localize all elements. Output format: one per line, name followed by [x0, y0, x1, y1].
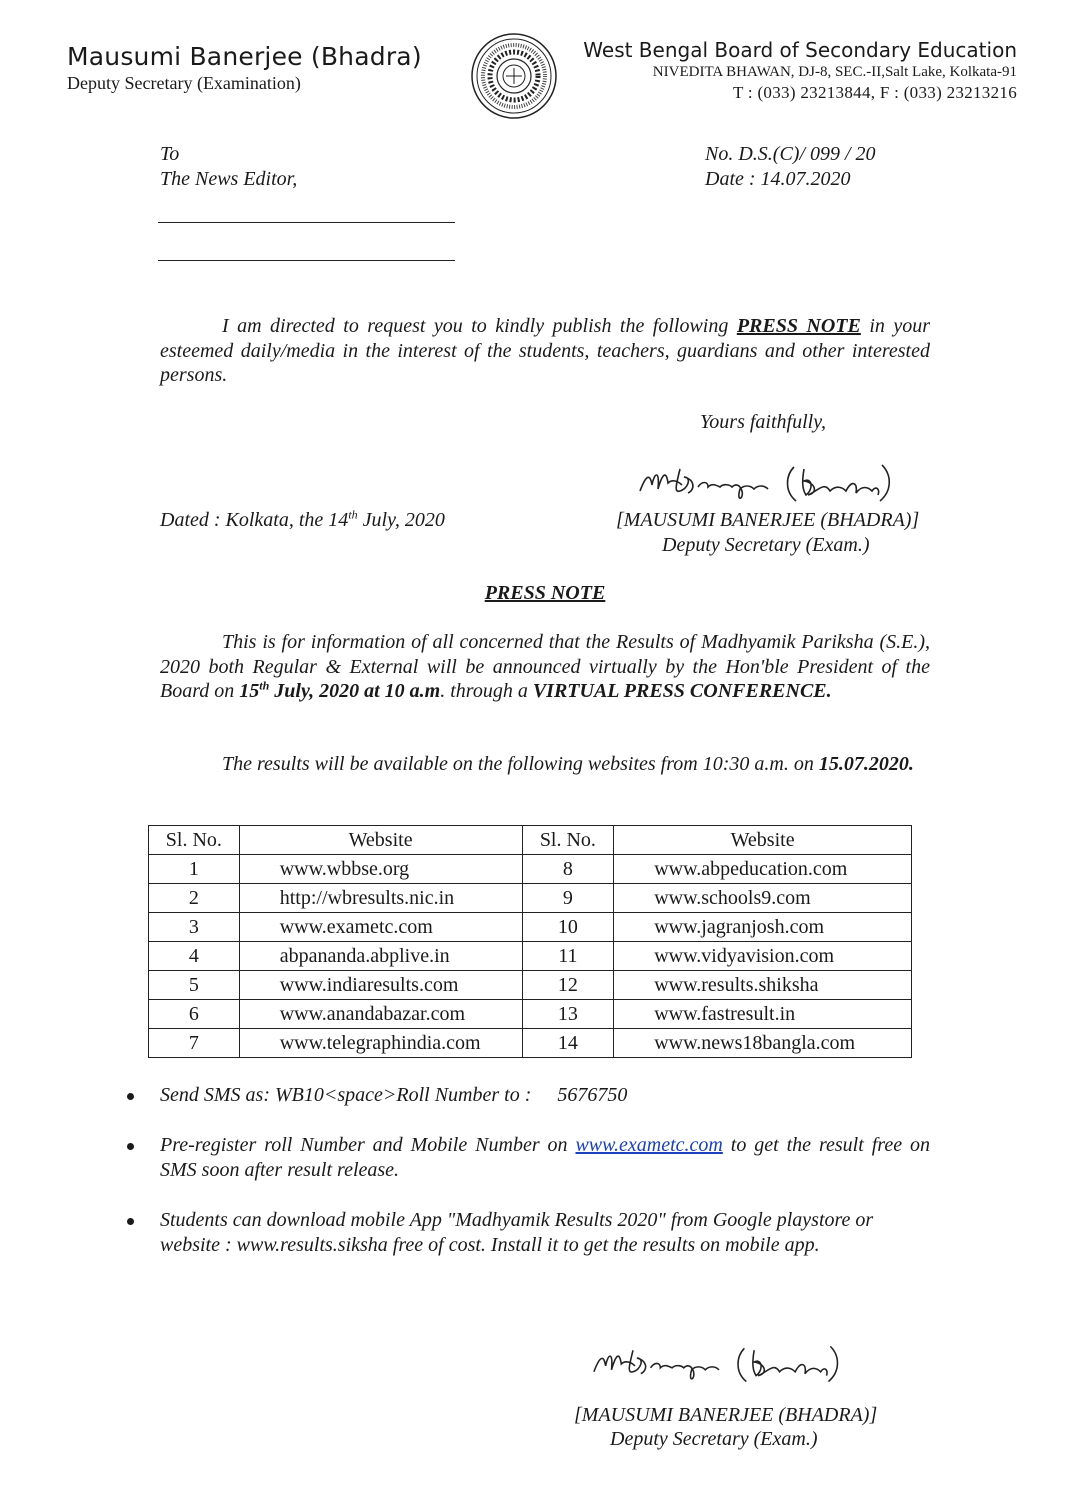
website-url: www.anandabazar.com	[239, 1000, 522, 1029]
sms-number: 5676750	[557, 1084, 628, 1106]
recipient: The News Editor,	[160, 168, 298, 190]
serial-number: 11	[522, 942, 614, 971]
board-seal-icon	[470, 32, 558, 120]
table-row	[149, 913, 912, 942]
bullet-icon	[127, 1143, 134, 1150]
website-url: abpananda.abplive.in	[239, 942, 522, 971]
serial-number: 14	[522, 1029, 614, 1058]
serial-number: 4	[149, 942, 240, 971]
blank-line	[158, 260, 455, 261]
reference-number: No. D.S.(C)/ 099 / 20	[705, 143, 876, 165]
website-url: www.fastresult.in	[614, 1000, 912, 1029]
blank-line	[158, 222, 455, 223]
sms-instruction: Send SMS as: WB10<space>Roll Number to : 5676750	[160, 1084, 628, 1106]
serial-number: 1	[149, 855, 240, 884]
serial-number: 7	[149, 1029, 240, 1058]
press-note-emphasis: PRESS NOTE	[736, 315, 861, 337]
website-url: www.schools9.com	[614, 884, 912, 913]
officer-designation: Deputy Secretary (Examination)	[67, 73, 301, 93]
serial-number: 2	[149, 884, 240, 913]
results-availability-paragraph: The results will be available on the following websites from 10:30 a.m. on 15.07.2020.	[222, 753, 914, 775]
signature-image	[590, 1336, 846, 1388]
table-row	[149, 884, 912, 913]
website-url: www.results.shiksha	[614, 971, 912, 1000]
serial-number: 13	[522, 1000, 614, 1029]
footer-signatory-designation: Deputy Secretary (Exam.)	[610, 1428, 818, 1450]
table-row	[149, 942, 912, 971]
request-paragraph: I am directed to request you to kindly publish the following PRESS NOTE in your esteemed daily/media in the interest of the students, teachers, guardians and other interested persons.	[160, 315, 930, 386]
signature-image	[636, 455, 898, 507]
press-note-heading: PRESS NOTE	[484, 582, 606, 604]
table-row	[149, 855, 912, 884]
board-name: West Bengal Board of Secondary Education	[583, 38, 1017, 62]
column-header: Website	[614, 826, 912, 855]
officer-name: Mausumi Banerjee (Bhadra)	[67, 42, 422, 71]
websites-table	[148, 825, 912, 1058]
table-row	[149, 1000, 912, 1029]
to-label: To	[160, 143, 180, 165]
bullet-icon	[127, 1093, 134, 1100]
website-url: www.exametc.com	[239, 913, 522, 942]
serial-number: 9	[522, 884, 614, 913]
website-url: www.telegraphindia.com	[239, 1029, 522, 1058]
website-url: www.news18bangla.com	[614, 1029, 912, 1058]
footer-signatory-name: [MAUSUMI BANERJEE (BHADRA)]	[574, 1404, 878, 1426]
board-telephone: T : (033) 23213844, F : (033) 23213216	[732, 83, 1017, 102]
signatory-designation: Deputy Secretary (Exam.)	[662, 534, 870, 556]
serial-number: 3	[149, 913, 240, 942]
preregister-instruction: Pre-register roll Number and Mobile Number on www.exametc.com to get the result free on SMS soon after result release.	[160, 1134, 931, 1181]
serial-number: 6	[149, 1000, 240, 1029]
website-url: www.wbbse.org	[239, 855, 522, 884]
column-header: Sl. No.	[522, 826, 614, 855]
table-header-row	[149, 826, 912, 855]
website-url: www.indiaresults.com	[239, 971, 522, 1000]
board-address: NIVEDITA BHAWAN, DJ-8, SEC.-II,Salt Lake, Kolkata-91	[652, 64, 1017, 80]
website-url: www.jagranjosh.com	[614, 913, 912, 942]
closing: Yours faithfully,	[700, 411, 826, 433]
serial-number: 5	[149, 971, 240, 1000]
column-header: Sl. No.	[149, 826, 240, 855]
serial-number: 10	[522, 913, 614, 942]
serial-number: 12	[522, 971, 614, 1000]
dated-line: Dated : Kolkata, the 14th July, 2020	[160, 507, 445, 531]
table-row	[149, 971, 912, 1000]
table-row	[149, 1029, 912, 1058]
column-header: Website	[239, 826, 522, 855]
website-url: www.vidyavision.com	[614, 942, 912, 971]
exametc-link[interactable]: www.exametc.com	[575, 1134, 723, 1156]
website-url: www.abpeducation.com	[614, 855, 912, 884]
app-instruction: Students can download mobile App "Madhyamik Results 2020" from Google playstore or website : www.results.siksha free of cost. Install it to get the results on mobile app.	[160, 1209, 874, 1256]
signatory-name: [MAUSUMI BANERJEE (BHADRA)]	[616, 509, 920, 531]
press-note-paragraph: This is for information of all concerned that the Results of Madhyamik Pariksha (S.E.), 2020 both Regular & External will be announced virtually by the Hon'ble President of the Board on 15th July, 2020 at 10 a.m. through a VIRTUAL PRESS CONFERENCE.	[160, 631, 930, 702]
letter-date: Date : 14.07.2020	[705, 168, 851, 190]
serial-number: 8	[522, 855, 614, 884]
bullet-icon	[127, 1218, 134, 1225]
website-url: http://wbresults.nic.in	[239, 884, 522, 913]
